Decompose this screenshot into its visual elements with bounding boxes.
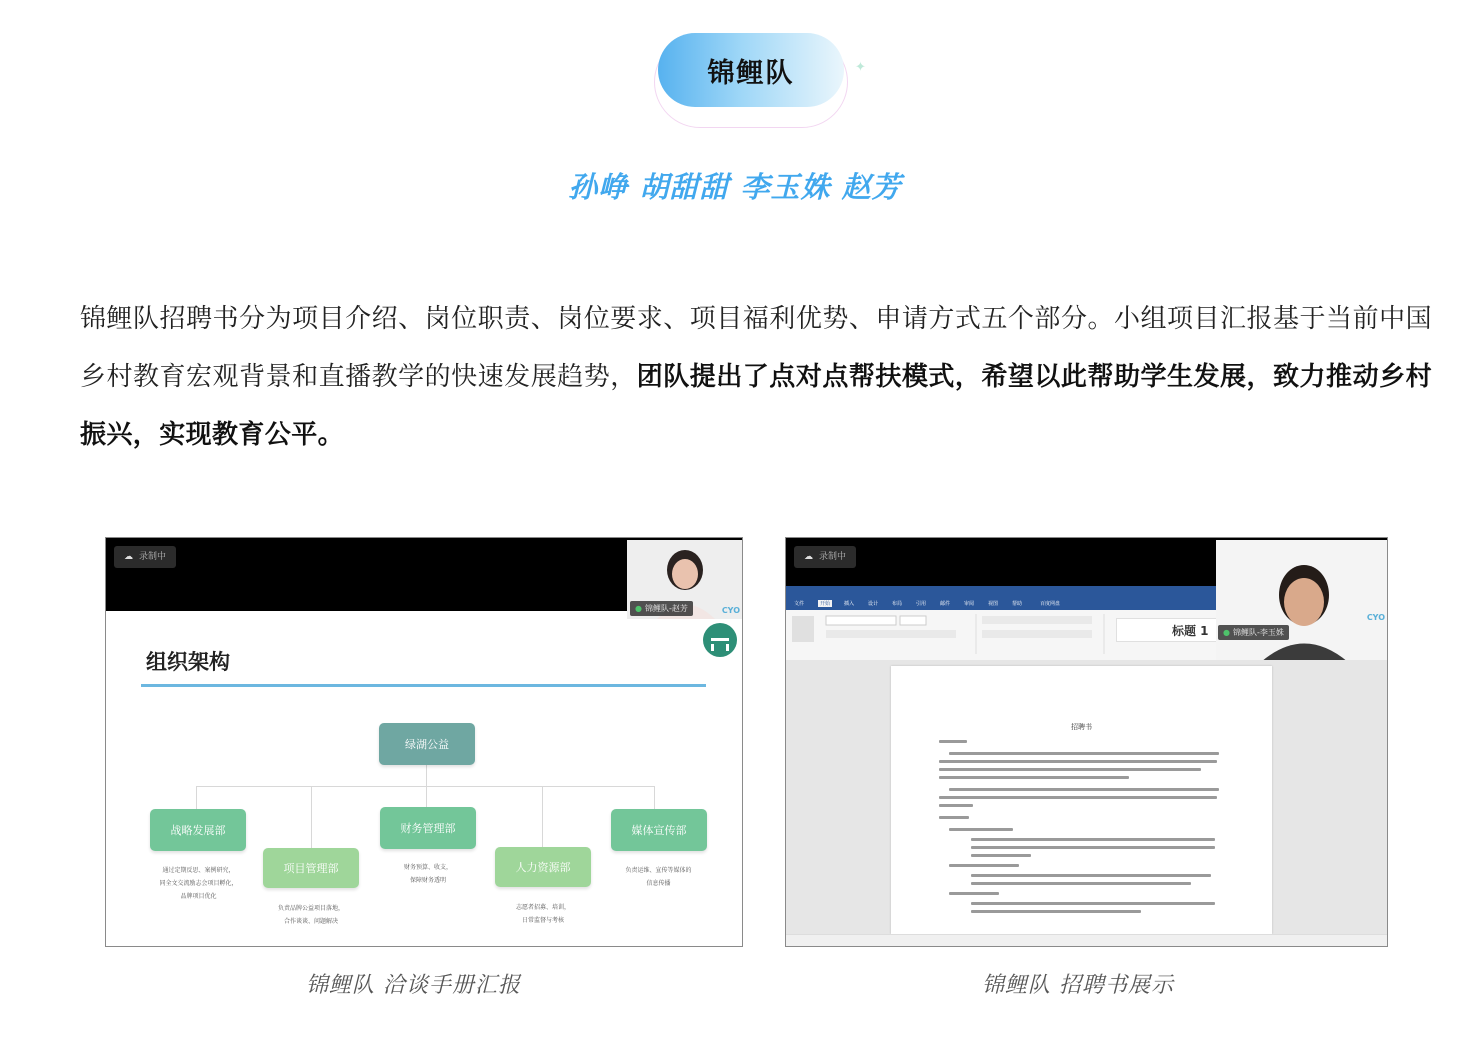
recording-indicator: ☁ 录制中 [114,546,176,568]
text-line [939,804,973,807]
team-members: 孙峥 胡甜甜 李玉姝 赵芳 [568,170,902,204]
text-line [939,740,967,743]
org-dept-node: 战略发展部 [150,809,246,851]
ribbon-tab[interactable]: 邮件 [940,601,951,607]
org-logo-icon [703,623,737,657]
text-line [939,816,969,819]
document-title: 招聘书 [1071,723,1092,731]
mic-icon: ● [1223,628,1230,637]
text-line [949,864,1019,867]
text-line [949,788,1219,791]
org-connector [196,786,197,809]
cloud-icon: ☁ [804,552,813,562]
dept-description: 负责运维、宣传等媒体的 信息传播 [625,867,692,887]
text-line [971,874,1211,877]
text-line [939,796,1217,799]
team-title-badge [640,22,880,122]
org-dept-node: 媒体宣传部 [611,809,707,851]
ribbon-tab[interactable]: 百度网盘 [1040,601,1061,607]
dept-description: 财务预算、收支， 保障财务透明 [403,864,452,884]
dept-description: 通过定期反思、案例研究， 同全文交流励志会项目孵化， 品牌项目优化 [159,867,238,900]
team-name-pill [658,33,844,107]
org-connector [426,786,427,807]
text-line [939,776,1129,779]
org-connector [426,765,427,786]
text-line [939,760,1217,763]
ribbon-tab[interactable]: 开始 [820,601,831,607]
ribbon-tab[interactable]: 设计 [868,601,879,607]
word-status-bar [786,934,1387,947]
org-dept-node: 人力资源部 [495,847,591,887]
org-root-node: 绿湖公益 [379,723,475,765]
participant-name-tag: ● 锦鲤队-赵芳 [630,601,693,616]
meeting-screenshot-org-chart [105,537,743,947]
text-line [971,838,1215,841]
slide-title: 组织架构 [146,650,230,674]
title-underline [141,684,706,687]
style-heading-1[interactable]: 标题 1 [1172,624,1209,638]
participant-name-tag: ● 锦鲤队-李玉姝 [1218,625,1289,640]
text-line [971,846,1215,849]
dept-description: 志愿者招募、培训， 日常监督与考核 [515,904,570,924]
org-dept-node: 财务管理部 [380,807,476,849]
intro-bold-text: 团队提出了点对点帮扶模式，希望以此帮助学生发展，致力推动乡村振兴，实现教育公平。 [80,362,1432,450]
screenshot-caption: 锦鲤队 洽谈手册汇报 [306,973,521,998]
text-line [949,752,1219,755]
intro-paragraph [80,290,1432,464]
document-canvas [786,660,1387,934]
org-dept-node: 项目管理部 [263,848,359,888]
ribbon-tab[interactable]: 插入 [844,601,855,607]
sparkle-icon: ✦ [855,60,866,75]
text-line [949,828,1013,831]
text-line [939,768,1201,771]
participant-avatar [1216,540,1387,662]
org-connector [542,786,543,848]
recording-indicator: ☁ 录制中 [794,546,856,568]
screenshot-caption: 锦鲤队 招聘书展示 [982,973,1174,998]
org-connector [654,786,655,809]
intro-text: 锦鲤队招聘书分为项目介绍、岗位职责、岗位要求、项目福利优势、申请方式五个部分。小组项目汇报基于当前中国乡村教育宏观背景和直播教学的快速发展趋势， [80,304,1432,392]
ribbon-tab[interactable]: 文件 [794,601,805,607]
mic-icon: ● [635,604,642,613]
meeting-screenshot-word-doc [785,537,1388,947]
ribbon-tab[interactable]: 视图 [988,601,999,607]
org-connector [196,786,654,787]
text-line [971,902,1215,905]
brand-logo: CYO [721,606,740,615]
org-connector [311,786,312,848]
text-line [971,910,1141,913]
ribbon-tab[interactable]: 布局 [892,601,903,607]
text-line [949,892,999,895]
text-line [971,882,1191,885]
team-name: 锦鲤队 [707,57,795,89]
ribbon-tab[interactable]: 审阅 [964,601,975,607]
brand-logo: CYO [1366,613,1385,622]
ribbon-tab[interactable]: 引用 [916,601,927,607]
text-line [971,854,1031,857]
dept-description: 负责品牌公益项目落地， 合作谈谈、问题解决 [277,905,344,925]
cloud-icon: ☁ [124,552,133,562]
document-page[interactable] [891,666,1272,934]
participant-video [1216,540,1387,662]
participant-video [627,540,742,619]
ribbon-tab[interactable]: 帮助 [1012,601,1023,607]
